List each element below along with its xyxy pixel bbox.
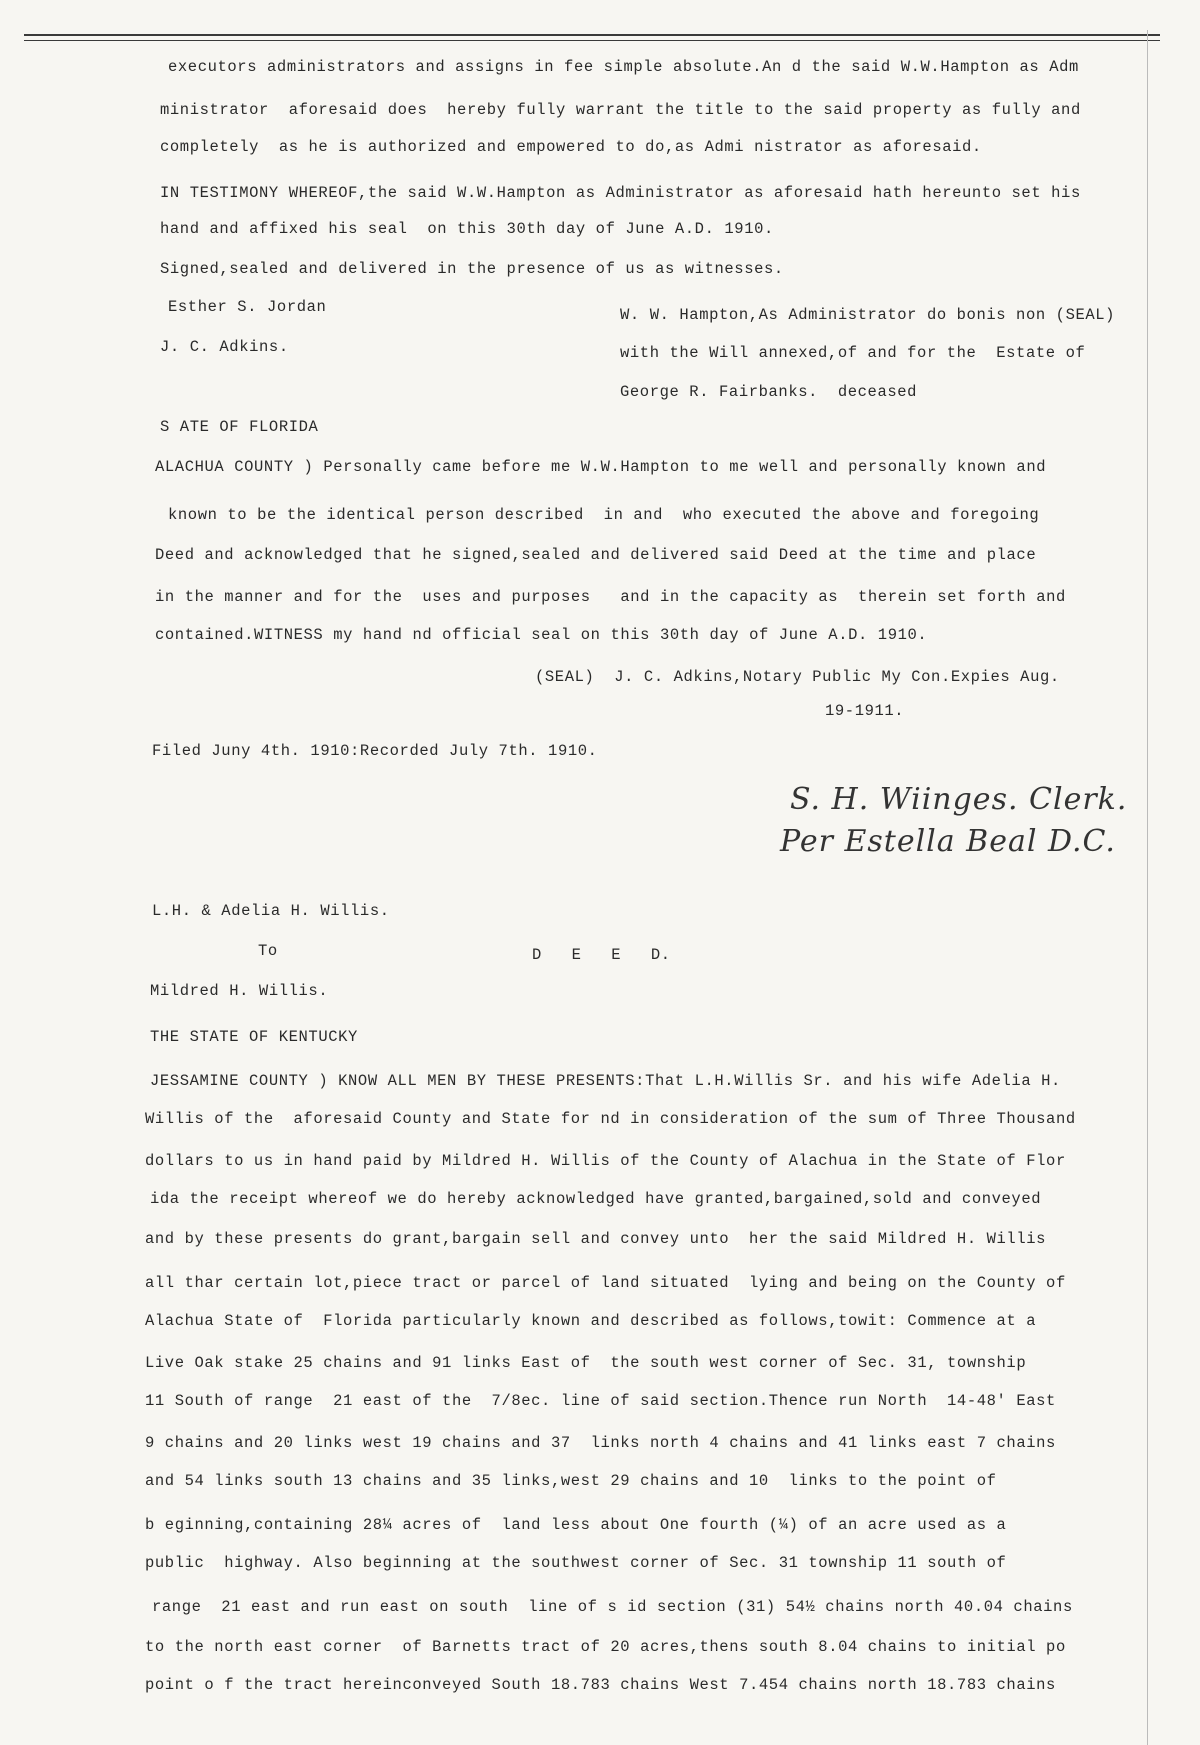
document-line: Esther S. Jordan [168,298,327,316]
document-line: dollars to us in hand paid by Mildred H. Willis of the County of Alachua in the State of Flor [145,1152,1066,1170]
document-line: S ATE OF FLORIDA [160,418,319,436]
document-line: IN TESTIMONY WHEREOF,the said W.W.Hampton as Administrator as aforesaid hath hereunto set his [160,184,1081,202]
deputy-clerk-signature: Per Estella Beal D.C. [780,824,1116,859]
document-line: To [258,942,278,960]
document-line: point o f the tract hereinconveyed South 18.783 chains West 7.454 chains north 18.783 chains [145,1676,1056,1694]
document-line: Mildred H. Willis. [150,982,329,1000]
document-line: (SEAL) J. C. Adkins,Notary Public My Con.Expies Aug. [535,668,1060,686]
document-line: range 21 east and run east on south line of s id section (31) 54½ chains north 40.04 chains [152,1598,1073,1616]
document-line: Signed,sealed and delivered in the presence of us as witnesses. [160,260,784,278]
document-line: 19-1911. [825,702,905,720]
document-line: W. W. Hampton,As Administrator do bonis non (SEAL) [620,306,1116,324]
document-line: in the manner and for the uses and purposes and in the capacity as therein set forth and [155,588,1066,606]
document-line: Alachua State of Florida particularly known and described as follows,towit: Commence at a [145,1312,1037,1330]
top-rule-thin [24,40,1160,41]
document-line: ida the receipt whereof we do hereby acknowledged have granted,bargained,sold and conveyed [150,1190,1042,1208]
document-line: to the north east corner of Barnetts tract of 20 acres,thens south 8.04 chains to initial po [145,1638,1066,1656]
top-rule [24,34,1160,36]
document-line: with the Will annexed,of and for the Estate of [620,344,1086,362]
document-line: L.H. & Adelia H. Willis. [152,902,390,920]
document-line: J. C. Adkins. [160,338,289,356]
document-line: 9 chains and 20 links west 19 chains and 37 links north 4 chains and 41 links east 7 chains [145,1434,1056,1452]
document-line: all thar certain lot,piece tract or parcel of land situated lying and being on the County of [145,1274,1066,1292]
document-line: contained.WITNESS my hand nd official seal on this 30th day of June A.D. 1910. [155,626,928,644]
document-line: b eginning,containing 28¼ acres of land less about One fourth (¼) of an acre used as a [145,1516,1007,1534]
clerk-signature: S. H. Wiinges. Clerk. [790,782,1128,817]
document-line: hand and affixed his seal on this 30th day of June A.D. 1910. [160,220,774,238]
document-line: Live Oak stake 25 chains and 91 links East of the south west corner of Sec. 31, township [145,1354,1027,1372]
document-line: known to be the identical person described in and who executed the above and foregoing [168,506,1040,524]
document-line: ministrator aforesaid does hereby fully warrant the title to the said property as fully and [160,101,1081,119]
document-line: D E E D. [532,946,671,964]
document-line: completely as he is authorized and empowered to do,as Admi nistrator as aforesaid. [160,138,982,156]
document-line: Filed Juny 4th. 1910:Recorded July 7th. 1910. [152,742,598,760]
document-line: 11 South of range 21 east of the 7/8ec. line of said section.Thence run North 14-48' East [145,1392,1056,1410]
page-edge-line [1147,30,1148,1745]
document-line: and 54 links south 13 chains and 35 links,west 29 chains and 10 links to the point of [145,1472,997,1490]
document-line: Deed and acknowledged that he signed,sealed and delivered said Deed at the time and place [155,546,1037,564]
document-line: Willis of the aforesaid County and State for nd in consideration of the sum of Three Thousand [145,1110,1076,1128]
document-line: JESSAMINE COUNTY ) KNOW ALL MEN BY THESE PRESENTS:That L.H.Willis Sr. and his wife Adelia H. [150,1072,1061,1090]
document-line: executors administrators and assigns in fee simple absolute.An d the said W.W.Hampton as Adm [168,58,1079,76]
document-line: THE STATE OF KENTUCKY [150,1028,358,1046]
document-line: ALACHUA COUNTY ) Personally came before me W.W.Hampton to me well and personally known and [155,458,1047,476]
document-line: public highway. Also beginning at the southwest corner of Sec. 31 township 11 south of [145,1554,1007,1572]
document-line: and by these presents do grant,bargain sell and convey unto her the said Mildred H. Willis [145,1230,1047,1248]
document-line: George R. Fairbanks. deceased [620,383,918,401]
